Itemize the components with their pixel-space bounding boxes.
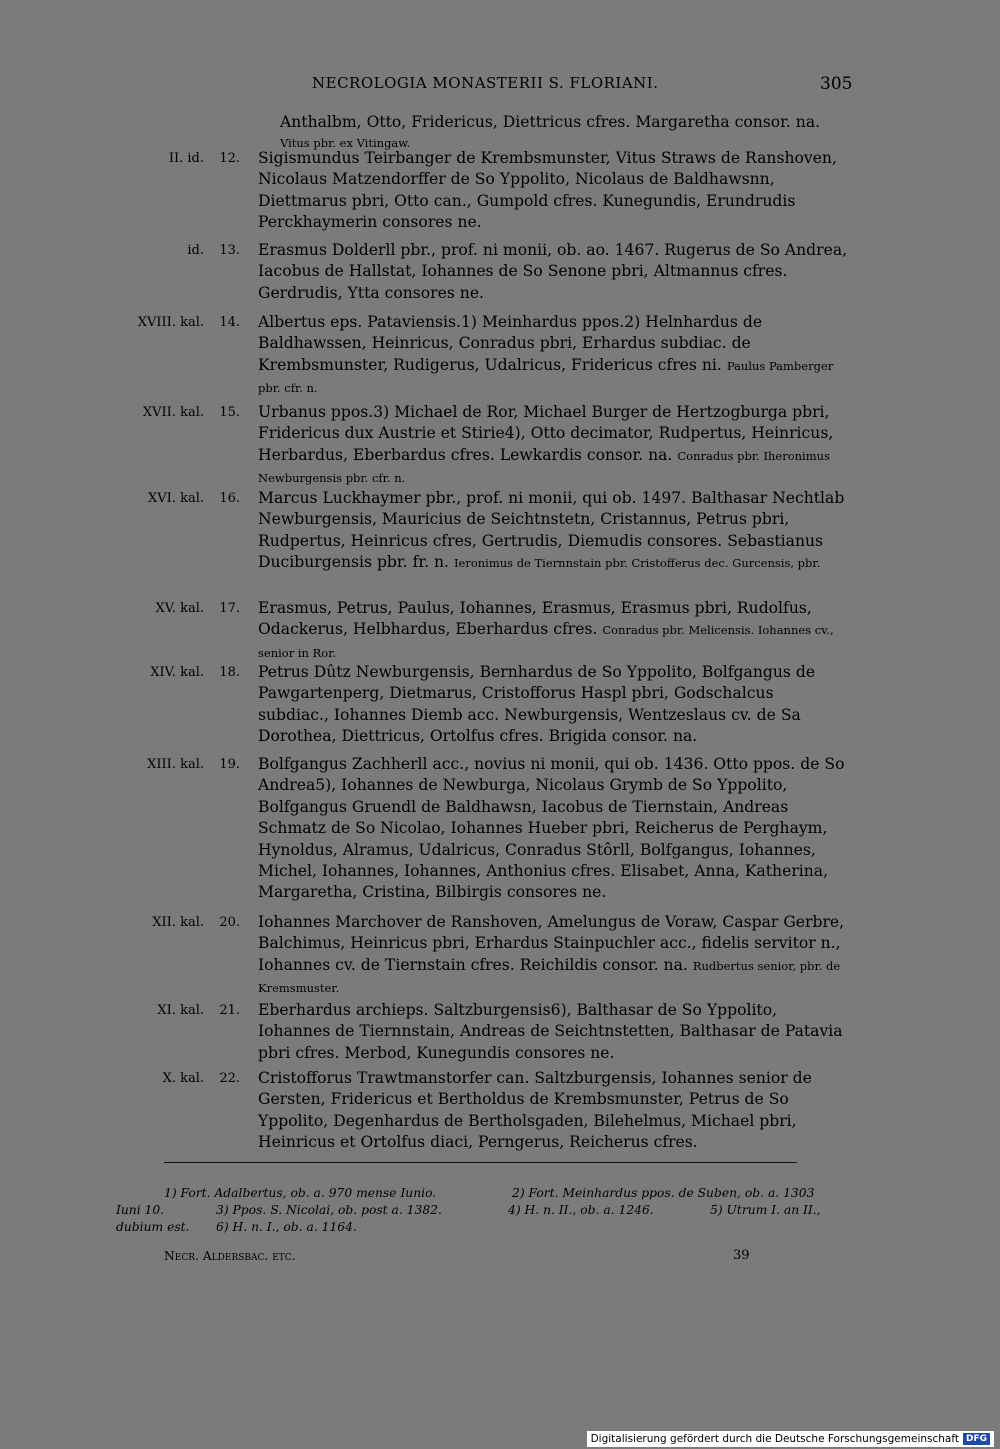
entry-date: id. — [187, 243, 204, 258]
necrology-entries — [0, 112, 1000, 1156]
entry-day-number: 20. — [219, 915, 240, 930]
entry-day-number: 17. — [219, 601, 240, 616]
entry-text: Eberhardus archieps. Saltzburgensis6), Balthasar de So Yppolito, Iohannes de Tiernnstain, Andreas de Seichtnstetten, Balthasar de Patavia pbri cfres. Merbod, Kunegundis consores ne. — [258, 1001, 843, 1062]
entry-addition: Ieronimus de Tiernnstain pbr. Cristofferus dec. Gurcensis, pbr. — [453, 556, 821, 571]
entry-text: Iohannes Marchover de Ranshoven, Amelungus de Voraw, Caspar Gerbre, Balchimus, Heinricus pbri, Erhardus Stainpuchler acc., fidelis servitor n., Iohannes cv. de Tiernstain cfres. Reichildis consor. na. — [258, 913, 845, 974]
page-number: 305 — [820, 74, 853, 94]
footnote: 5) Utrum I. an II., — [710, 1203, 821, 1217]
entry-addition: Conradus pbr. Melicensis. Iohannes cv., senior in Ror. — [258, 623, 834, 660]
entry-day-number: 18. — [219, 665, 240, 680]
entry-text: Anthalbm, Otto, Fridericus, Diettricus cfres. Margaretha consor. na. — [280, 113, 821, 131]
entry-day-number: 13. — [219, 243, 240, 258]
entry-day-number: 21. — [219, 1003, 240, 1018]
entry — [0, 598, 1000, 662]
entry-date: XVII. kal. — [142, 405, 204, 420]
entry-addition: Rudbertus senior, pbr. de Kremsmuster. — [258, 958, 841, 996]
signature-mark: Necr. Aldersbac. etc. — [164, 1249, 296, 1263]
entry-date: XIV. kal. — [150, 665, 204, 680]
entry-text: Erasmus Dolderll pbr., prof. ni monii, ob. ao. 1467. Rugerus de So Andrea, Iacobus de Hallstat, Iohannes de So Senone pbri, Altmannus cfres. Gerdrudis, Ytta consores ne. — [258, 241, 848, 302]
entry-date: XII. kal. — [152, 915, 204, 930]
entry-text: Marcus Luckhaymer pbr., prof. ni monii, qui ob. 1497. Balthasar Nechtlab Newburgensis, Mauricius de Seichtnstetn, Cristannus, Petrus pbri, Rudpertus, Heinricus cfres, Gertrudis, Diemudis consores. Sebastianus Duciburgensis pbr. fr. n. — [258, 489, 845, 572]
page-title: NECROLOGIA MONASTERII S. FLORIANI. — [312, 74, 659, 92]
entry-date: XVIII. kal. — [137, 315, 204, 330]
dfg-logo: DFG — [963, 1433, 990, 1445]
entry — [0, 112, 1000, 151]
entry — [0, 312, 1000, 402]
entry-addition: Conradus pbr. Iheronimus Newburgensis pbr. cfr. n. — [258, 448, 830, 486]
entry-day-number: 16. — [219, 491, 240, 506]
footnote: 1) Fort. Adalbertus, ob. a. 970 mense Iunio. — [164, 1186, 437, 1200]
entry-addition: Vitus pbr. ex Vitingaw. — [280, 136, 411, 151]
footnote: 4) H. n. II., ob. a. 1246. — [508, 1203, 654, 1217]
entry-text: Cristofforus Trawtmanstorfer can. Saltzburgensis, Iohannes senior de Gersten, Fridericus et Bertholdus de Krembsmunster, Petrus de So Yppolito, Degenhardus de Bertholsgaden, Bilehelmus, Michael pbri, Heinricus et Ortolfus diaci, Perngerus, Reicherus cfres. — [258, 1069, 812, 1152]
entry-date: XVI. kal. — [148, 491, 204, 506]
running-header — [0, 74, 1000, 98]
entry-text: Erasmus, Petrus, Paulus, Iohannes, Erasmus, Erasmus pbri, Rudolfus, Odackerus, Helbhardus, Eberhardus cfres. — [258, 599, 812, 639]
entry-date: XIII. kal. — [147, 757, 204, 772]
entry-text: Petrus Dûtz Newburgensis, Bernhardus de So Yppolito, Bolfgangus de Pawgartenperg, Dietmarus, Cristofforus Haspl pbri, Godschalcus subdiac., Iohannes Diemb acc. Newburgensis, Wentzeslaus cv. de Sa Dorothea, Diettricus, Ortolfus cfres. Brigida consor. na. — [258, 663, 816, 746]
entry-day-number: 22. — [219, 1071, 240, 1086]
entry-day-number: 19. — [219, 757, 240, 772]
entry-day-number: 14. — [219, 315, 240, 330]
footnote: 6) H. n. I., ob. a. 1164. — [216, 1220, 357, 1234]
footnote: 2) Fort. Meinhardus ppos. de Suben, ob. a. 1303 — [512, 1186, 815, 1200]
footnote: 3) Ppos. S. Nicolai, ob. post a. 1382. — [216, 1203, 442, 1217]
funding-banner-text: Digitalisierung gefördert durch die Deutsche Forschungsgemeinschaft — [590, 1433, 959, 1445]
entry-date: XI. kal. — [157, 1003, 204, 1018]
entry — [0, 754, 1000, 912]
entry-date: II. id. — [168, 151, 204, 166]
entry-text: Sigismundus Teirbanger de Krembsmunster, Vitus Straws de Ranshoven, Nicolaus Matzendorffer de So Yppolito, Nicolaus de Baldhawsnn, Diettmarus pbri, Otto can., Gumpold cfres. Kunegundis, Erundrudis Perckhaymerin consores ne. — [258, 149, 837, 232]
funding-banner — [587, 1431, 994, 1447]
entry — [0, 912, 1000, 1000]
signature-number: 39 — [733, 1248, 750, 1263]
entry-text: Albertus eps. Pataviensis.1) Meinhardus ppos.2) Helnhardus de Baldhawssen, Heinricus, Conradus pbri, Erhardus subdiac. de Krembsmunster, Rudigerus, Udalricus, Fridericus cfres ni. — [258, 313, 763, 374]
entry-date: X. kal. — [162, 1071, 204, 1086]
entry — [0, 1000, 1000, 1068]
footnote: dubium est. — [116, 1220, 190, 1234]
entry — [0, 402, 1000, 488]
entry-text: Urbanus ppos.3) Michael de Ror, Michael Burger de Hertzogburga pbri, Fridericus dux Austrie et Stirie4), Otto decimator, Rudpertus, Heinricus, Herbardus, Eberbardus cfres. Lewkardis consor. na. — [258, 403, 834, 464]
entry-date: XV. kal. — [155, 601, 204, 616]
entry — [0, 1068, 1000, 1156]
entry-addition: Paulus Pamberger pbr. cfr. n. — [258, 358, 834, 396]
entry — [0, 662, 1000, 754]
footnotes — [116, 1185, 848, 1236]
entry — [0, 148, 1000, 240]
entry-text: Bolfgangus Zachherll acc., novius ni monii, qui ob. 1436. Otto ppos. de So Andrea5), Iohannes de Newburga, Nicolaus Grymb de So Yppolito, Bolfgangus Gruendl de Baldhawsn, Iacobus de Tiernstain, Andreas Schmatz de So Nicolao, Iohannes Hueber pbri, Reicherus de Perghaym, Hynoldus, Alramus, Udalricus, Conradus Stôrll, Bolfgangus, Iohannes, Michel, Iohannes, Iohannes, Anthonius cfres. Elisabet, Anna, Katherina, Margaretha, Cristina, Bilbirgis consores ne. — [258, 755, 845, 902]
footnote-rule — [164, 1162, 797, 1163]
footnote: Iuni 10. — [116, 1203, 165, 1217]
entry-day-number: 12. — [219, 151, 240, 166]
entry — [0, 240, 1000, 312]
entry — [0, 488, 1000, 598]
entry-day-number: 15. — [219, 405, 240, 420]
